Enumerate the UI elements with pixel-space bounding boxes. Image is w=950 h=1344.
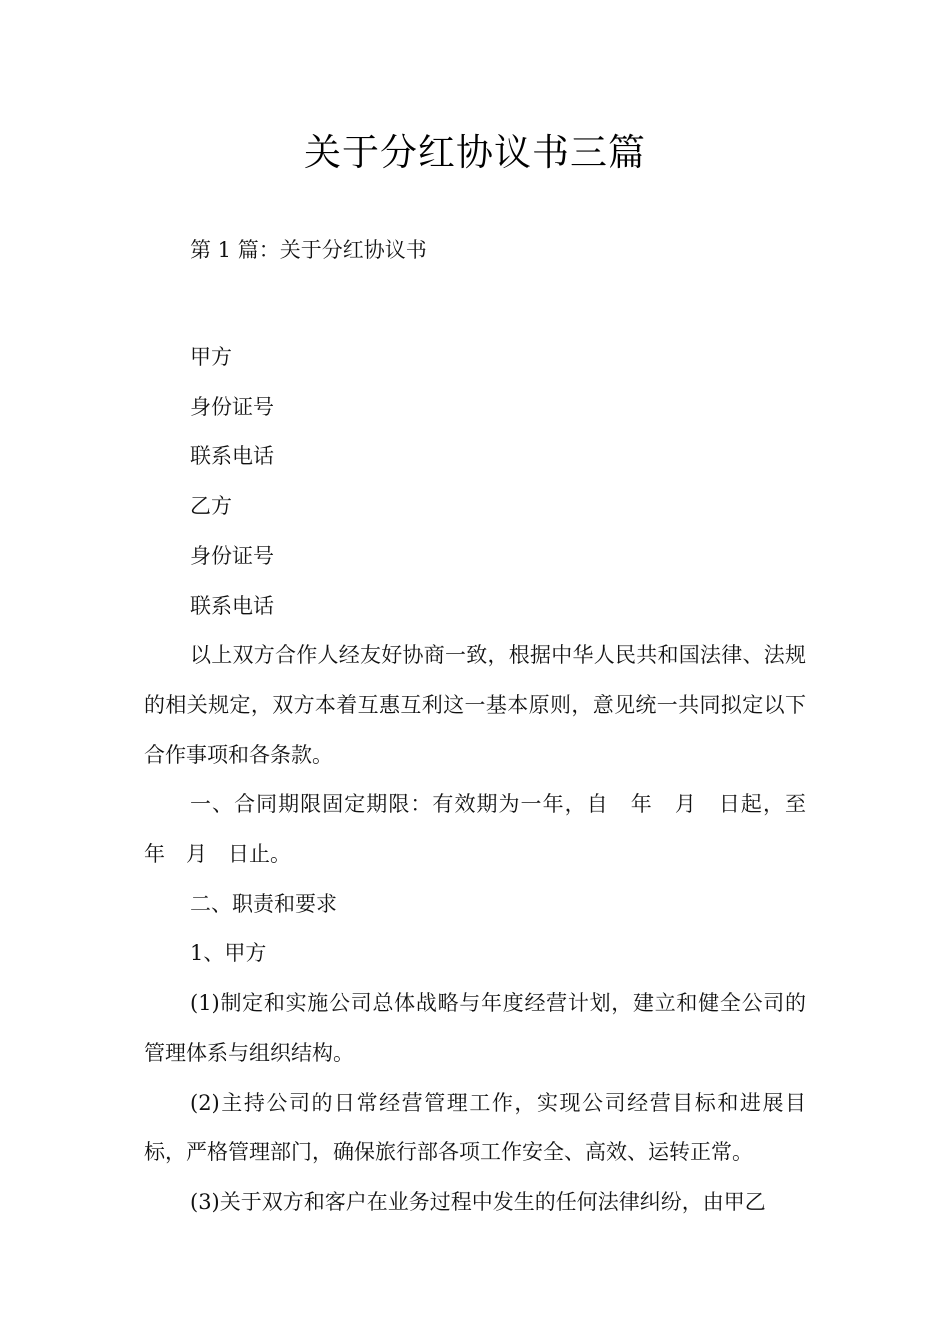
paragraph-party-b-id: 身份证号 bbox=[190, 543, 274, 568]
paragraph-duty-1: (1)制定和实施公司总体战略与年度经营计划，建立和健全公司的管理体系与组织结构。 bbox=[144, 991, 806, 1065]
document-subtitle: 第 1 篇：关于分红协议书 bbox=[190, 238, 427, 262]
document-title: 关于分红协议书三篇 bbox=[304, 131, 646, 174]
document-body bbox=[144, 333, 827, 1228]
paragraph-party-a: 甲方 bbox=[190, 345, 232, 369]
paragraph-party-b: 乙方 bbox=[190, 494, 232, 519]
paragraph-party-a-heading: 1、甲方 bbox=[190, 941, 267, 966]
paragraph-duties-heading: 二、职责和要求 bbox=[190, 891, 337, 916]
paragraph-party-a-id: 身份证号 bbox=[190, 394, 274, 419]
paragraph-duty-2: (2)主持公司的日常经营管理工作，实现公司经营目标和进展目标，严格管理部门，确保旅行部各项工作安全、高效、运转正常。 bbox=[144, 1090, 806, 1165]
paragraph-term: 一、合同期限固定期限：有效期为一年，自 年 月 日起，至 年 月 日止。 bbox=[144, 792, 827, 867]
paragraph-duty-3: (3)关于双方和客户在业务过程中发生的任何法律纠纷，由甲乙 bbox=[190, 1189, 766, 1214]
paragraph-party-a-phone: 联系电话 bbox=[190, 444, 274, 469]
paragraph-preamble: 以上双方合作人经友好协商一致，根据中华人民共和国法律、法规的相关规定，双方本着互惠互利这一基本原则，意见统一共同拟定以下合作事项和各条款。 bbox=[144, 643, 806, 767]
paragraph-party-b-phone: 联系电话 bbox=[190, 593, 274, 618]
